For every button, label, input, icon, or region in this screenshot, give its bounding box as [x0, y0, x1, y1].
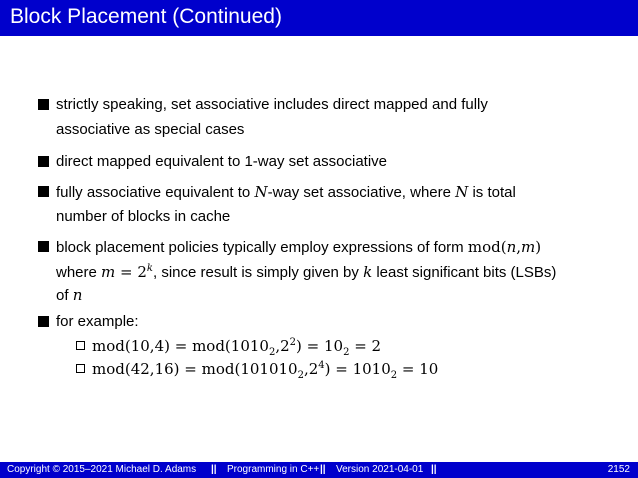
slide-title: Block Placement (Continued): [10, 5, 282, 28]
math-paren: ): [535, 238, 542, 256]
math-subscript: 2: [343, 347, 350, 358]
math-expr: = 2: [115, 263, 147, 281]
footer-version: Version 2021-04-01: [336, 464, 424, 475]
math-func: mod: [467, 238, 501, 256]
math: ,2: [303, 360, 319, 378]
math-var: N: [455, 183, 469, 201]
math-paren: (: [500, 238, 507, 256]
math-subscript: 2: [268, 347, 276, 358]
bullet-3-line-2: number of blocks in cache: [56, 208, 231, 225]
bullet-marker: [38, 316, 49, 327]
math-var: N: [254, 183, 268, 201]
bullet-3-line-1: [56, 183, 516, 202]
math: ,2: [275, 337, 290, 355]
footer-page-number: 2152: [607, 464, 630, 475]
bullet-1-line-2: associative as special cases: [56, 121, 245, 138]
math-comma: ,: [516, 238, 522, 256]
math-var: m: [521, 238, 536, 256]
math: = 2: [349, 337, 382, 355]
math-subscript: 2: [297, 370, 304, 381]
text: , since result is simply given by: [152, 264, 364, 281]
math-var: m: [101, 263, 116, 281]
bullet-4-line-1: [56, 238, 541, 257]
footer-course: Programming in C++: [227, 464, 320, 475]
math-exponent: 4: [318, 360, 325, 371]
sub-bullet-marker: [76, 341, 85, 350]
footer-separator: ||: [320, 464, 326, 475]
math-exponent: 2: [289, 337, 297, 348]
text: where: [56, 264, 102, 281]
math-subscript: 2: [390, 370, 398, 381]
math-var: n: [506, 238, 517, 256]
math: = 10: [397, 360, 439, 378]
math: mod(42,16) = mod(101010: [92, 360, 298, 378]
math: ) = 1010: [324, 360, 391, 378]
bullet-marker: [38, 241, 49, 252]
math-exponent: k: [146, 263, 153, 274]
math-var: n: [72, 286, 83, 304]
text: fully associative equivalent to: [56, 184, 255, 201]
footer-separator: ||: [431, 464, 437, 475]
math: mod(10,4) = mod(1010: [92, 337, 269, 355]
sub-bullet-marker: [76, 364, 85, 373]
example-1: [92, 337, 382, 358]
footer-bar: [0, 462, 638, 478]
text: least significant bits (LSBs): [372, 264, 557, 281]
math: ) = 10: [296, 337, 344, 355]
bullet-4-line-3: [56, 286, 82, 305]
text: is total: [468, 184, 516, 201]
footer-copyright: Copyright © 2015–2021 Michael D. Adams: [7, 464, 197, 475]
text: of: [56, 287, 73, 304]
example-2: [92, 360, 439, 381]
bullet-marker: [38, 156, 49, 167]
bullet-1-line-1: strictly speaking, set associative includes direct mapped and fully: [56, 96, 488, 113]
bullet-marker: [38, 186, 49, 197]
bullet-2-line-1: direct mapped equivalent to 1-way set associative: [56, 153, 388, 170]
text: -way set associative, where: [267, 184, 456, 201]
footer-separator: ||: [211, 464, 217, 475]
bullet-5-line-1: for example:: [56, 313, 139, 330]
text: block placement policies typically employ expressions of form: [56, 239, 468, 256]
math-var: k: [363, 263, 373, 281]
bullet-marker: [38, 99, 49, 110]
bullet-4-line-2: [56, 263, 556, 282]
